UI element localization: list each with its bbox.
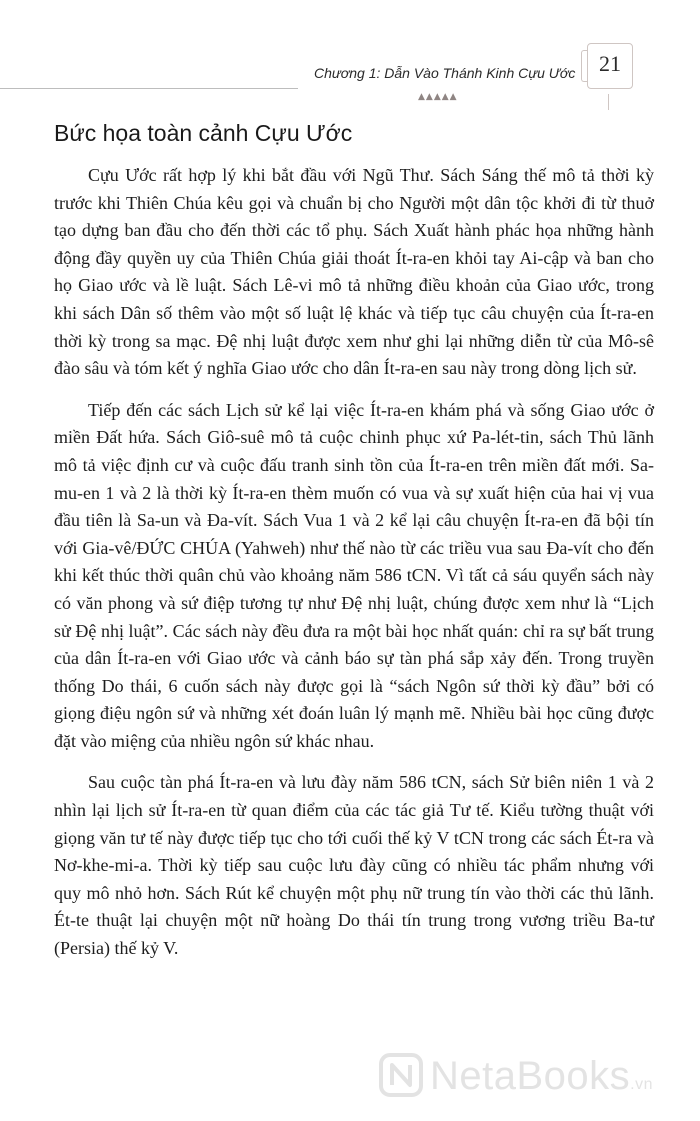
watermark-text xyxy=(430,1054,653,1099)
watermark xyxy=(378,1046,698,1116)
page-number-box xyxy=(587,43,633,89)
page-number: 21 xyxy=(599,51,621,76)
section-title: Bức họa toàn cảnh Cựu Ước xyxy=(54,120,353,146)
paragraph-3: Sau cuộc tàn phá Ít-ra-en và lưu đày năm 586 tCN, sách Sử biên niên 1 và 2 nhìn lại lịch sử Ít-ra-en từ quan điểm của các tác giả Tư tế. Kiểu tường thuật với giọng văn tư tế này được tiếp tục cho tới cuối thế kỷ V tCN trong các sách Ét-ra và Nơ-khe-mi-a. Thời kỳ tiếp sau cuộc lưu đày cũng có nhiều tác phẩm nhưng với quy mô nhỏ hơn. Sách Rút kể chuyện một phụ nữ trung tín vào thời các thủ lãnh. Ét-te thuật lại chuyện một nữ hoàng Do thái tín trung trong vương triều Ba-tư (Persia) thế kỷ V. xyxy=(54,772,654,959)
body-text xyxy=(54,162,654,977)
paragraph-2: Tiếp đến các sách Lịch sử kể lại việc Ít-ra-en khám phá và sống Giao ước ở miền Đất hứa. Sách Giô-suê mô tả cuộc chinh phục xứ Pa-lét-tin, sách Thủ lãnh mô tả việc định cư và cuộc đấu tranh sinh tồn của Ít-ra-en trên miền đất mới. Sa-mu-en 1 và 2 là thời kỳ Ít-ra-en thèm muốn có vua và sự xuất hiện của hai vị vua đầu tiên là Sa-un và Đa-vít. Sách Vua 1 và 2 kể lại câu chuyện Ít-ra-en đã bội tín với Gia-vê/ĐỨC CHÚA (Yahweh) như thế nào từ các triều vua sau Đa-vít cho đến khi kết thúc thời quân chủ vào khoảng năm 586 tCN. Vì tất cả sáu quyển sách này có văn phong và sứ điệp tương tự như Đệ nhị luật, chúng được xem như là “Lịch sử Đệ nhị luật”. Các sách này đều đưa ra một bài học nhất quán: chỉ ra sự bất trung của dân Ít-ra-en với Giao ước và cảnh báo sự tàn phá sắp xảy đến. Trong truyền thống Do thái, 6 cuốn sách này được gọi là “sách Ngôn sứ thời kỳ đầu” bởi có giọng điệu ngôn sứ và những xét đoán luân lý mạnh mẽ. Nhiều bài học cũng được đặt vào miệng của nhiều ngôn sứ khác nhau. xyxy=(54,399,654,751)
header-rule xyxy=(0,88,298,89)
watermark-suffix: .vn xyxy=(630,1076,654,1093)
chapter-header: Chương 1: Dẫn Vào Thánh Kinh Cựu Ước xyxy=(314,65,576,81)
header-ornament: ▲▲▲▲▲ xyxy=(418,92,458,102)
paragraph-1: Cựu Ước rất hợp lý khi bắt đầu với Ngũ Thư. Sách Sáng thế mô tả thời kỳ trước khi Thiên Chúa kêu gọi và chuẩn bị cho Người một dân tộc khởi đi từ thuở tạo dựng ban đầu cho đến thời các tổ phụ. Sách Xuất hành phác họa những hành động đầy quyền uy của Thiên Chúa giải thoát Ít-ra-en khỏi tay Ai-cập và ban cho họ Giao ước và lề luật. Sách Lê-vi mô tả những điều khoản của Giao ước, trong khi sách Dân số thêm vào một số luật lệ khác và tiếp tục câu chuyện của Ít-ra-en thời kỳ trong sa mạc. Đệ nhị luật được xem như ghi lại những diễn từ của Mô-sê đào sâu và tóm kết ý nghĩa Giao ước cho dân Ít-ra-en sau này trong dòng lịch sử. xyxy=(54,165,654,379)
netabooks-logo-icon xyxy=(378,1052,424,1098)
page-number-ornament xyxy=(608,94,609,110)
watermark-name: NetaBooks xyxy=(430,1054,631,1098)
